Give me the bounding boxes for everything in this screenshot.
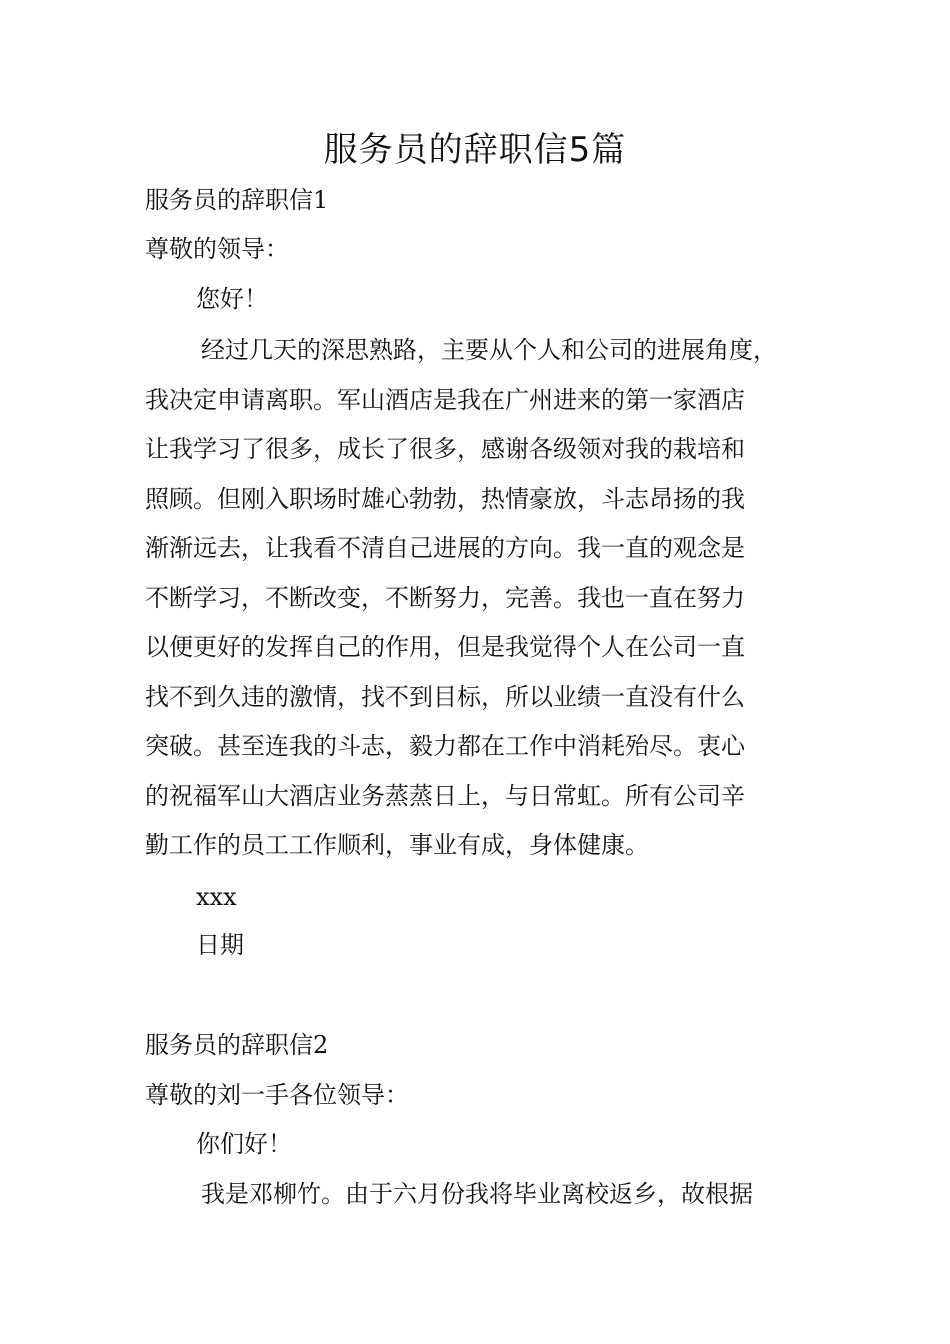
letter1-greeting: 您好！ bbox=[196, 285, 268, 313]
body-line: 让我学习了很多，成长了很多，感谢各级领对我的栽培和 bbox=[145, 435, 745, 463]
letter1-heading: 服务员的辞职信1 bbox=[145, 186, 329, 214]
letter2-heading: 服务员的辞职信2 bbox=[145, 1031, 329, 1059]
body-line: 经过几天的深思熟路，主要从个人和公司的进展角度， bbox=[201, 336, 777, 364]
body-line: 渐渐远去，让我看不清自己进展的方向。我一直的观念是 bbox=[145, 534, 745, 562]
letter1-date: 日期 bbox=[196, 931, 244, 959]
body-line: 勤工作的员工工作顺利，事业有成，身体健康。 bbox=[145, 831, 649, 859]
body-line: 不断学习，不断改变，不断努力，完善。我也一直在努力 bbox=[145, 583, 745, 612]
body-line: 我决定申请离职。军山酒店是我在广州进来的第一家酒店 bbox=[145, 385, 745, 414]
letter1-signature: xxx bbox=[196, 883, 237, 911]
body-line: 以便更好的发挥自己的作用，但是我觉得个人在公司一直 bbox=[145, 633, 745, 661]
letter1-body bbox=[145, 326, 825, 871]
letter2-body bbox=[145, 1170, 825, 1220]
body-line: 的祝福军山大酒店业务蒸蒸日上，与日常虹。所有公司辛 bbox=[145, 781, 745, 810]
body-line: 照顾。但刚入职场时雄心勃勃，热情豪放，斗志昂扬的我 bbox=[145, 484, 745, 513]
letter2-greeting: 你们好！ bbox=[196, 1130, 292, 1158]
body-line: 突破。甚至连我的斗志，毅力都在工作中消耗殆尽。衷心 bbox=[145, 732, 745, 760]
body-line: 我是邓柳竹。由于六月份我将毕业离校返乡，故根据 bbox=[201, 1180, 753, 1208]
letter2-salutation: 尊敬的刘一手各位领导： bbox=[145, 1081, 409, 1109]
letter1-salutation: 尊敬的领导： bbox=[145, 235, 289, 263]
document-title: 服务员的辞职信5篇 bbox=[323, 130, 627, 170]
body-line: 找不到久违的激情，找不到目标，所以业绩一直没有什么 bbox=[145, 682, 745, 711]
